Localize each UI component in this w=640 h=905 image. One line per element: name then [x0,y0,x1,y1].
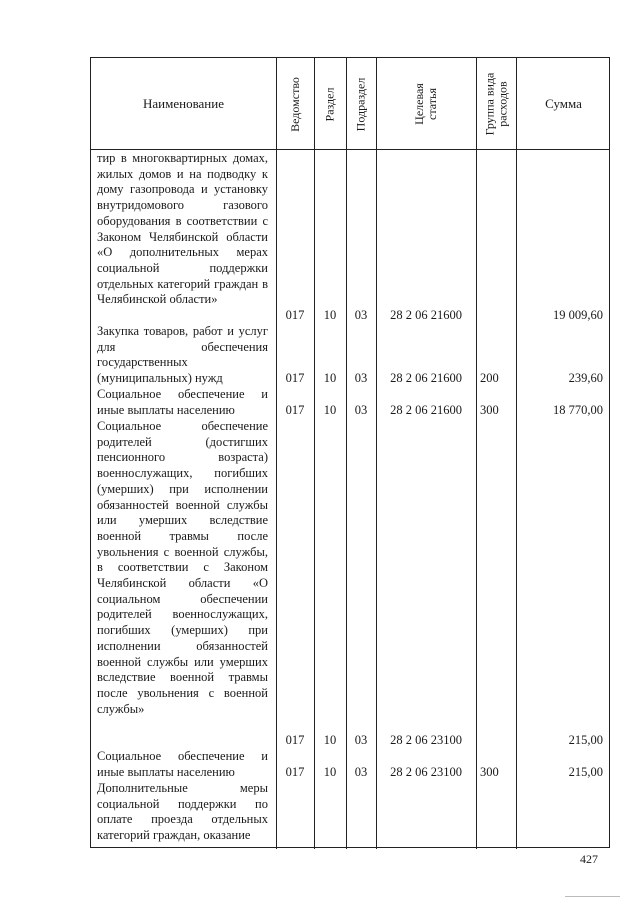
row-description: Дополнительные меры социальной поддержки по оплате проезда отдельных категорий граждан, оказание [97,781,268,843]
table-header [91,58,609,150]
header-celevaya-statya: Целевая статья [411,83,439,125]
row-podrazdel: 03 [354,733,368,748]
row-vedomstvo: 017 [285,308,305,323]
scan-edge-mark [565,896,620,897]
row-podrazdel: 03 [354,371,368,386]
row-razdel: 10 [323,371,337,386]
row-celevaya-statya: 28 2 06 21600 [390,371,462,386]
header-summa: Сумма [545,96,582,111]
row-razdel: 10 [323,765,337,780]
row-summa: 215,00 [568,733,603,748]
row-gruppa: 200 [480,371,499,386]
table-row [91,419,609,749]
row-description: Закупка товаров, работ и услуг для обеспечения государственных (муниципальных) нужд [97,324,268,386]
row-podrazdel: 03 [354,403,368,418]
row-celevaya-statya: 28 2 06 21600 [390,403,462,418]
header-podrazdel: Подраздел [353,77,368,131]
row-razdel: 10 [323,733,337,748]
table-row [91,749,609,781]
table-row [91,387,609,419]
row-gruppa: 300 [480,403,499,418]
row-celevaya-statya: 28 2 06 23100 [390,733,462,748]
header-razdel: Раздел [322,87,337,121]
row-celevaya-statya: 28 2 06 23100 [390,765,462,780]
row-podrazdel: 03 [354,308,368,323]
header-gruppa-vida-rashodov: Группа вида расходов [482,72,509,136]
row-razdel: 10 [323,403,337,418]
row-vedomstvo: 017 [285,733,305,748]
table-row [91,324,609,387]
row-celevaya-statya: 28 2 06 21600 [390,308,462,323]
budget-table [90,57,610,848]
page-number: 427 [580,852,598,866]
table-row [91,151,609,324]
row-description: Социальное обеспечение родителей (достигших пенсионного возраста) военнослужащих, погибших (умерших) при исполнении обязанностей военной службы или умерших вследствие военной травмы после увольнения с военной службы, в соответствии с Законом Челябинской области «О социальном обеспечении родителей военнослужащих, погибших (умерших) при исполнении обязанностей военной службы или умерших вследствие военной травмы после увольнения с военной службы» [97,419,268,716]
row-gruppa: 300 [480,765,499,780]
row-summa: 215,00 [568,765,603,780]
row-description: тир в многоквартирных домах, жилых домов и на подводку к дому газопровода и установку внутридомового газового оборудования в соответствии с Законом Челябинской области «О дополнительных мерах социальной поддержки отдельных категорий граждан в Челябинской области» [97,151,268,307]
row-description: Социальное обеспечение и иные выплаты населению [97,749,268,779]
row-razdel: 10 [323,308,337,323]
table-row [91,781,609,847]
row-vedomstvo: 017 [285,765,305,780]
row-description: Социальное обеспечение и иные выплаты населению [97,387,268,417]
header-vedomstvo: Ведомство [287,76,302,132]
row-vedomstvo: 017 [285,403,305,418]
row-summa: 18 770,00 [553,403,603,418]
row-podrazdel: 03 [354,765,368,780]
row-summa: 239,60 [568,371,603,386]
row-vedomstvo: 017 [285,371,305,386]
row-summa: 19 009,60 [553,308,603,323]
header-name: Наименование [143,96,224,111]
